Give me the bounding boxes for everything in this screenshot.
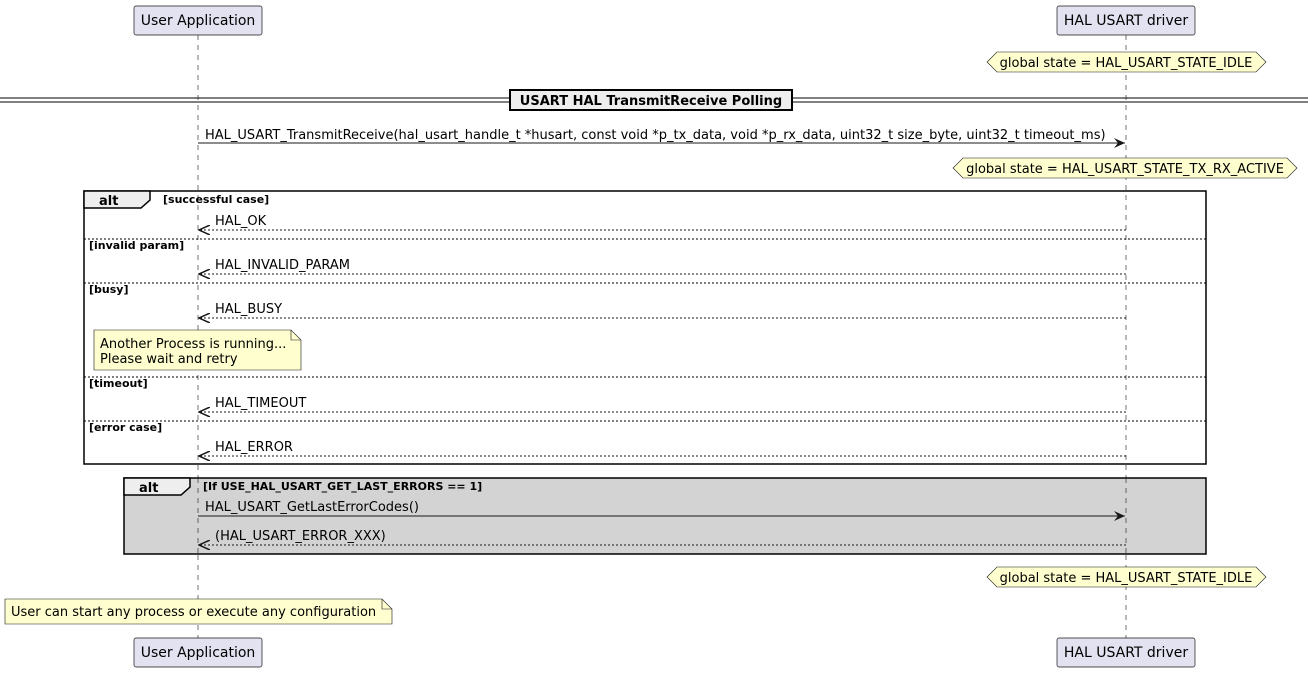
guard-label: [busy] bbox=[89, 283, 129, 296]
divider bbox=[0, 90, 1308, 110]
guard-label: [If USE_HAL_USART_GET_LAST_ERRORS == 1] bbox=[203, 480, 483, 493]
alt-keyword: alt bbox=[99, 194, 119, 209]
participant-user-bottom[interactable] bbox=[134, 638, 262, 667]
guard-label: [timeout] bbox=[89, 377, 148, 390]
guard-label: [invalid param] bbox=[89, 239, 185, 252]
message-label: HAL_USART_GetLastErrorCodes() bbox=[205, 500, 419, 515]
return-label: HAL_INVALID_PARAM bbox=[215, 258, 351, 273]
state-idle-start bbox=[987, 52, 1266, 72]
message-transmit-receive bbox=[198, 128, 1125, 143]
participant-driver-bottom[interactable] bbox=[1057, 638, 1195, 667]
participant-driver-top[interactable] bbox=[1057, 6, 1195, 35]
state-idle-end bbox=[987, 567, 1266, 587]
message-label: HAL_USART_TransmitReceive(hal_usart_handle_t *husart, const void *p_tx_data, void *p_rx_data, uint32_t size_byte, uint32_t timeout_ms) bbox=[205, 128, 1106, 143]
final-note bbox=[5, 599, 392, 624]
alt-keyword: alt bbox=[139, 481, 159, 496]
guard-label: [error case] bbox=[89, 421, 163, 434]
participant-label: HAL USART driver bbox=[1063, 645, 1189, 661]
state-active bbox=[953, 158, 1297, 178]
note-line: Another Process is running... bbox=[100, 337, 287, 352]
alt-frame-result bbox=[84, 191, 1206, 464]
alt-frame-last-errors bbox=[124, 478, 1206, 554]
state-label: global state = HAL_USART_STATE_TX_RX_ACTIVE bbox=[966, 162, 1284, 177]
guard-label: [successful case] bbox=[163, 193, 270, 206]
state-label: global state = HAL_USART_STATE_IDLE bbox=[999, 56, 1253, 71]
busy-note bbox=[94, 330, 301, 370]
participant-user-top[interactable] bbox=[134, 6, 262, 35]
participant-label: HAL USART driver bbox=[1063, 13, 1189, 29]
return-label: HAL_ERROR bbox=[215, 440, 293, 455]
return-label: HAL_BUSY bbox=[215, 302, 283, 317]
divider-label: USART HAL TransmitReceive Polling bbox=[519, 94, 783, 109]
note-line: Please wait and retry bbox=[100, 352, 238, 367]
return-label: (HAL_USART_ERROR_XXX) bbox=[215, 529, 386, 544]
state-label: global state = HAL_USART_STATE_IDLE bbox=[999, 571, 1253, 586]
return-label: HAL_TIMEOUT bbox=[215, 396, 307, 411]
return-label: HAL_OK bbox=[215, 214, 267, 229]
note-text: User can start any process or execute any configuration bbox=[11, 605, 377, 620]
participant-label: User Application bbox=[140, 645, 256, 661]
participant-label: User Application bbox=[140, 13, 256, 29]
